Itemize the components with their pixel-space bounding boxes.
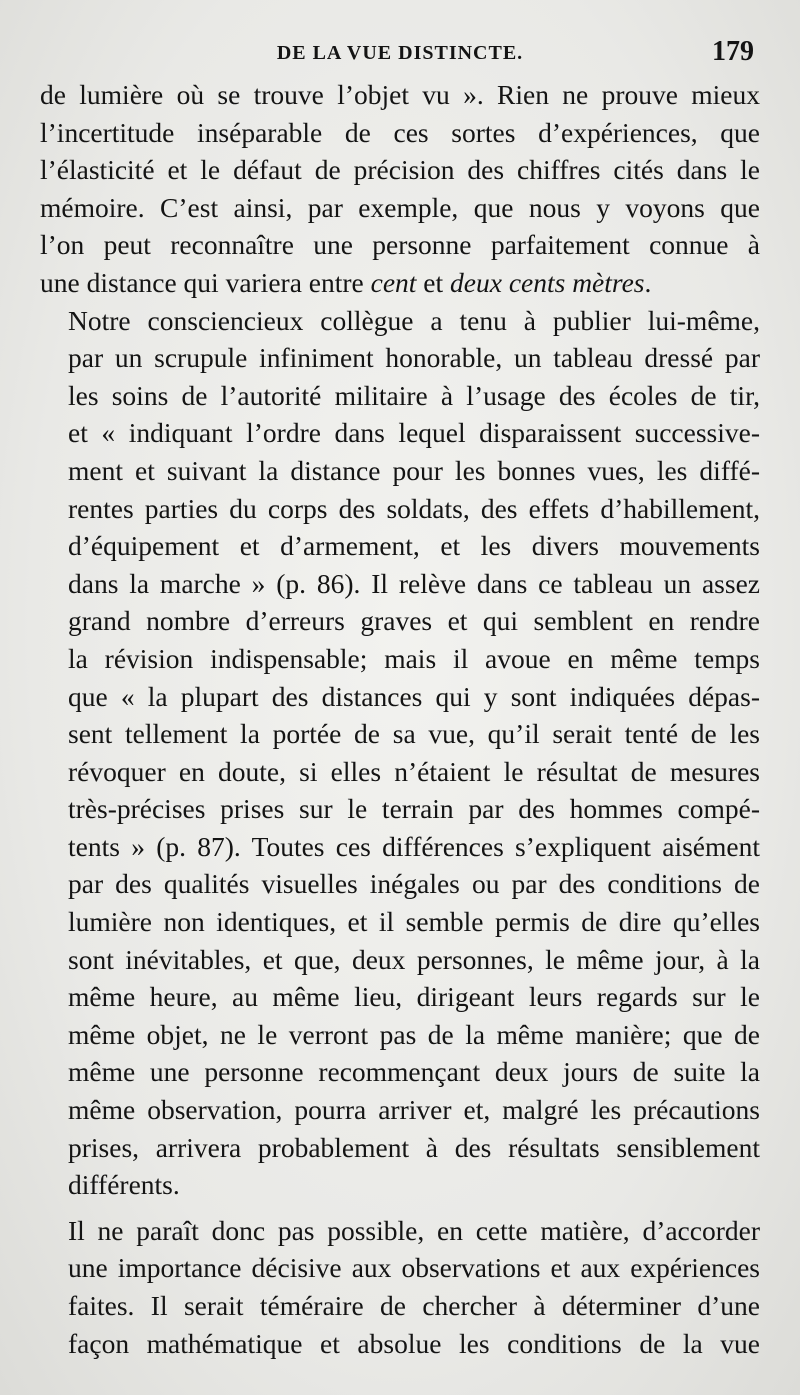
page-header <box>40 36 760 72</box>
text-line: la révision indispensable; mais il avoue en même temps <box>68 642 760 674</box>
page-number: 179 <box>712 36 754 67</box>
text-line: une importance décisive aux observations et aux expériences <box>68 1252 760 1284</box>
text-line: très-précises prises sur le terrain par des hommes compé- <box>68 793 760 825</box>
paragraph-gap <box>40 1204 760 1212</box>
text-line: d’équipement et d’armement, et les divers mouvements <box>68 530 760 562</box>
text-line: grand nombre d’erreurs graves et qui semblent en rendre <box>68 605 760 637</box>
text-line: l’incertitude inséparable de ces sortes d’expériences, que <box>40 116 760 148</box>
text-line: dans la marche » (p. 86). Il relève dans ce tableau un assez <box>68 567 760 599</box>
text-line: mémoire. C’est ainsi, par exemple, que nous y voyons que <box>40 191 760 223</box>
text-run: . <box>644 266 652 298</box>
italic-text: deux cents mètres <box>450 266 645 298</box>
text-line: révoquer en doute, si elles n’étaient le résultat de mesures <box>68 755 760 787</box>
text-line: prises, arrivera probablement à des résultats sensiblement <box>68 1131 760 1163</box>
text-line: Il ne paraît donc pas possible, en cette matière, d’accorder <box>68 1214 760 1246</box>
text-line: même objet, ne le verront pas de la même manière; que de <box>68 1018 760 1050</box>
paragraph-1 <box>40 76 760 302</box>
text-line: Notre consciencieux collègue a tenu à publier lui-même, <box>68 304 760 336</box>
text-line: les soins de l’autorité militaire à l’usage des écoles de tir, <box>68 379 760 411</box>
text-line-last <box>40 264 760 302</box>
text-line: l’élasticité et le défaut de précision des chiffres cités dans le <box>40 154 760 186</box>
italic-text: cent <box>370 266 417 298</box>
text-line: et « indiquant l’ordre dans lequel disparaissent successive- <box>68 417 760 449</box>
text-line: tents » (p. 87). Toutes ces différences s’expliquent aisément <box>68 830 760 862</box>
text-line: sont inévitables, et que, deux personnes, le même jour, à la <box>68 943 760 975</box>
running-title: DE LA VUE DISTINCTE. <box>276 42 524 64</box>
text-line: par un scrupule infiniment honorable, un tableau dressé par <box>68 342 760 374</box>
text-line: façon mathématique et absolue les conditions de la vue <box>68 1327 760 1359</box>
text-line: sent tellement la portée de sa vue, qu’il serait tenté de les <box>68 718 760 750</box>
text-line-last: différents. <box>68 1169 180 1201</box>
text-line: même une personne recommençant deux jours de suite la <box>68 1056 760 1088</box>
text-line: même observation, pourra arriver et, malgré les précautions <box>68 1094 760 1126</box>
text-run: et <box>416 266 451 298</box>
text-line: lumière non identiques, et il semble permis de dire qu’elles <box>68 906 760 938</box>
text-line: de lumière où se trouve l’objet vu ». Rien ne prouve mieux <box>40 79 760 110</box>
text-line: l’on peut reconnaître une personne parfaitement connue à <box>40 229 760 261</box>
text-line: rentes parties du corps des soldats, des effets d’habillement, <box>68 492 760 524</box>
text-line: même heure, au même lieu, dirigeant leurs regards sur le <box>68 981 760 1013</box>
paragraph-3 <box>40 1212 760 1362</box>
text-line: par des qualités visuelles inégales ou par des conditions de <box>68 868 760 900</box>
text-line: faites. Il serait téméraire de chercher à déterminer d’une <box>68 1290 760 1321</box>
text-line: ment et suivant la distance pour les bonnes vues, les diffé- <box>68 454 760 486</box>
text-run: une distance qui variera entre <box>40 266 371 298</box>
text-line: que « la plupart des distances qui y sont indiquées dépas- <box>68 680 760 712</box>
paragraph-2 <box>40 302 760 1204</box>
body-text <box>40 76 760 1362</box>
